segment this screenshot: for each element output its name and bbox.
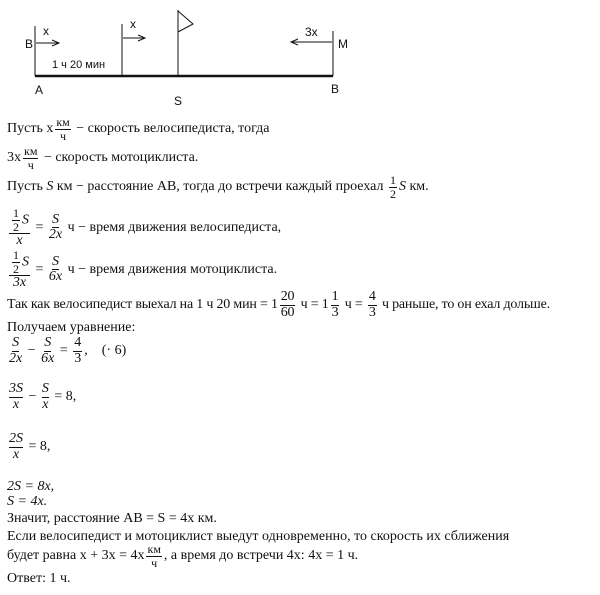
line-step-2 xyxy=(7,432,50,462)
fraction: $\frac{S}{2x}$ xyxy=(48,211,63,243)
text: ч − время движения велосипедиста, xyxy=(64,219,282,235)
label-m: M xyxy=(338,37,348,51)
fraction: 1 2 xyxy=(389,173,396,201)
line-time-difference xyxy=(7,290,550,320)
text: − xyxy=(25,389,40,405)
var: S xyxy=(398,179,406,195)
motion-diagram xyxy=(0,0,360,110)
line-cyclist-time xyxy=(7,207,281,249)
text: Пусть xyxy=(7,179,47,195)
line-conclusion: Значит, расстояние AB = S = 4x км. xyxy=(7,511,217,526)
line-equation-heading: Получаем уравнение: xyxy=(7,320,136,335)
text: = 8, xyxy=(25,439,51,455)
label-b-left: B xyxy=(25,37,34,51)
line-moto-speed xyxy=(7,145,198,171)
text: 3x xyxy=(7,150,21,166)
text: ч − время движения мотоциклиста. xyxy=(64,261,278,277)
text: ч = 1 xyxy=(297,297,329,313)
text: Так как велосипедист выехал на 1 ч 20 мин = 1 xyxy=(7,297,278,313)
text: = xyxy=(56,343,72,359)
line-moto-time xyxy=(7,249,277,291)
arrow-right-icon xyxy=(123,35,145,41)
text: = xyxy=(32,219,47,235)
fraction: 20 60 xyxy=(280,289,295,320)
text: − xyxy=(24,343,40,359)
text: , (· 6) xyxy=(84,343,127,359)
fraction: $\frac{2S}{x}$ xyxy=(9,431,23,462)
text: будет равна x + 3x = 4x xyxy=(7,548,145,564)
line-answer: Ответ: 1 ч. xyxy=(7,571,71,586)
line-step-4: S = 4x. xyxy=(7,494,48,509)
text: Пусть x xyxy=(7,121,54,137)
line-cyclist-speed xyxy=(7,116,269,142)
text: = 8, xyxy=(50,389,77,405)
fraction: 1 3 xyxy=(331,289,339,320)
line-simultaneous: Если велосипедист и мотоциклист выедут одновременно, то скорость их сближения xyxy=(7,529,510,544)
fraction: $\frac{S}{6x}$ xyxy=(41,335,55,366)
fraction: км ч xyxy=(24,144,38,172)
line-step-3: 2S = 8x, xyxy=(7,479,55,494)
label-time: 1 ч 20 мин xyxy=(52,59,106,71)
fraction: S 2x xyxy=(9,335,23,366)
fraction: 3S x xyxy=(9,381,23,412)
text: км − расстояние AB, тогда до встречи каждый проехал xyxy=(53,179,387,195)
label-a: A xyxy=(35,83,44,97)
label-x2: x xyxy=(130,17,136,31)
text: = xyxy=(32,261,47,277)
fraction: $\frac{S}{6x}$ xyxy=(48,253,63,285)
var: S xyxy=(46,179,54,195)
label-b-right: B xyxy=(331,82,340,96)
fraction: $\frac{4}{3}$ xyxy=(368,289,376,320)
text: км. xyxy=(405,179,429,195)
line-equation xyxy=(7,336,126,366)
label-s: S xyxy=(174,94,183,108)
text: ч = xyxy=(341,297,366,313)
line-distance xyxy=(7,174,429,200)
text: ч раньше, то он ехал дольше. xyxy=(378,297,550,313)
label-3x: 3x xyxy=(305,25,318,39)
line-approach-speed xyxy=(7,543,358,569)
text: − скорость велосипедиста, тогда xyxy=(72,121,270,137)
fraction: км ч xyxy=(56,115,70,143)
arrow-left-icon xyxy=(291,39,332,45)
arrow-right-icon xyxy=(36,40,59,46)
line-step-1 xyxy=(7,382,76,412)
flag-icon xyxy=(178,11,193,32)
fraction: $\frac{1}{2}$ S x xyxy=(9,207,30,249)
fraction: $\frac{1}{2}$ S 3x xyxy=(9,249,30,291)
text: − скорость мотоциклиста. xyxy=(40,150,199,166)
text: , а время до встречи 4x: 4x = 1 ч. xyxy=(163,548,359,564)
label-x1: x xyxy=(43,24,49,38)
fraction: $\frac{4}{3}$ xyxy=(74,335,82,366)
fraction: $\frac{S}{x}$ xyxy=(41,381,49,412)
fraction: км ч xyxy=(147,542,161,570)
